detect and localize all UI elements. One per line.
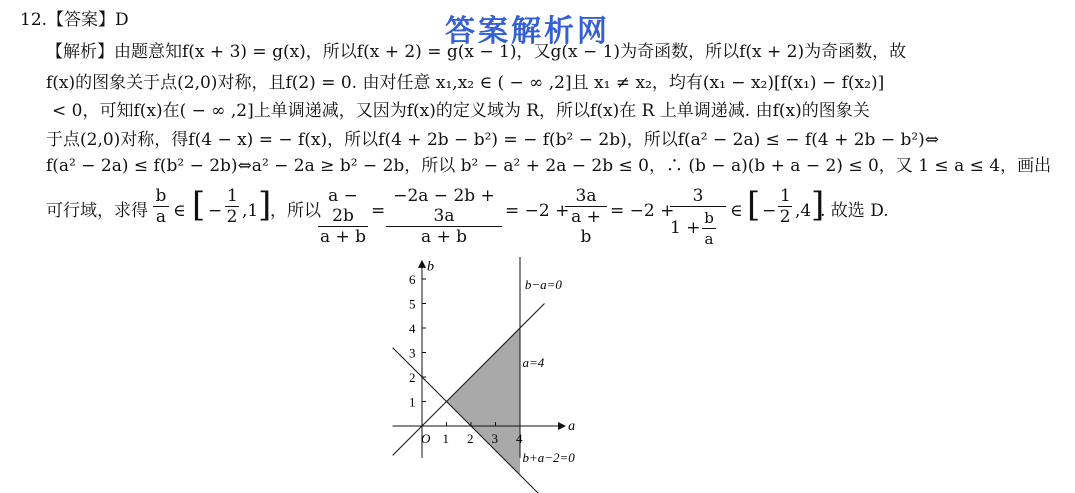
range-end: ,1	[242, 201, 259, 221]
y-tick-label: 3	[409, 345, 416, 361]
fraction-denominator: 2	[226, 207, 238, 227]
equals-sign: =	[371, 201, 386, 221]
right-bracket-2: ]	[811, 185, 825, 225]
label-a-equals-4: a=4	[522, 355, 545, 371]
solution-line-3: < 0，可知f(x)在( − ∞ ,2]上单调递减，又因为f(x)的定义域为 R，所以f(x)在 R 上单调递减. 由f(x)的图象关	[52, 101, 870, 121]
fraction-numerator: 3a	[565, 186, 607, 207]
fraction-numerator: b	[153, 186, 169, 207]
y-axis-label: b	[427, 259, 434, 275]
minus-sign: −	[208, 201, 223, 221]
solution-line-5: f(a² − 2a) ≤ f(b² − 2b)⇔a² − 2a ≥ b² − 2b，所以 b² − a² + 2a − 2b ≤ 0，∴ (b − a)(b + a − 2) ≤ 0，又 1 ≤ a ≤ 4，画出	[46, 156, 1052, 176]
fraction-numerator: 1	[227, 186, 238, 206]
answer-line: 12.【答案】D	[20, 10, 129, 30]
element-of-symbol: ∈	[173, 201, 186, 221]
left-bracket-2: [	[747, 185, 761, 225]
feasible-region	[447, 328, 521, 475]
range-end-2: ,4	[795, 201, 812, 221]
compound-denominator-prefix: 1 +	[670, 218, 701, 238]
equals-minus-two: = −2 +	[505, 201, 570, 221]
right-bracket: ]	[258, 185, 272, 225]
y-tick-label: 2	[409, 370, 416, 385]
fraction-denominator: a + b	[319, 227, 367, 247]
fraction-denominator: a + b	[571, 207, 601, 247]
minus-sign-2: −	[762, 201, 777, 221]
left-bracket: [	[192, 185, 206, 225]
fraction-numerator: −2a − 2b + 3a	[386, 186, 502, 227]
label-b-plus-a-minus-2: b+a−2=0	[522, 449, 575, 465]
fraction-numerator: b	[702, 208, 716, 229]
origin-label: O	[421, 431, 431, 446]
fraction-denominator: 2	[779, 207, 791, 227]
watermark-text: 答案解析网	[445, 14, 610, 49]
fraction-denominator: a	[155, 207, 167, 227]
solution-line-1: 【解析】由题意知f(x + 3) = g(x)，所以f(x + 2) = g(x − 1)，又g(x − 1)为奇函数，所以f(x + 2)为奇函数，故	[46, 42, 907, 62]
y-tick-label: 5	[409, 296, 416, 312]
y-tick-label: 1	[409, 394, 416, 410]
equals-minus-two-2: = −2 +	[610, 201, 675, 221]
x-tick-label: 4	[516, 431, 523, 446]
fraction-denominator: a	[704, 230, 714, 248]
fraction-denominator: a + b	[420, 227, 468, 247]
y-tick-label: 6	[409, 272, 416, 287]
conclusion-text: . 故选 D.	[820, 201, 889, 221]
y-tick-label: 4	[409, 321, 416, 336]
x-tick-label: 2	[467, 431, 474, 446]
solution-line-4: 于点(2,0)对称，得f(4 − x) = − f(x)，所以f(4 + 2b − b²) = − f(b² − 2b)，所以f(a² − 2a) ≤ − f(4 + 2b − b²)⇔	[46, 130, 940, 150]
last-line-prefix: 可行域，求得	[46, 201, 148, 221]
fraction-numerator: 1	[780, 186, 791, 206]
solution-line-2: f(x)的图象关于点(2,0)对称，且f(2) = 0. 由对任意 x₁,x₂ ∈ ( − ∞ ,2]且 x₁ ≠ x₂，均有(x₁ − x₂)[f(x₁) − f(x₂)]	[46, 73, 885, 93]
graph-group	[393, 257, 576, 493]
label-b-minus-a: b−a=0	[524, 276, 562, 292]
x-tick-label: 1	[442, 431, 449, 446]
fraction-numerator: a − 2b	[318, 186, 368, 227]
element-of-symbol-2: ∈	[730, 201, 743, 221]
x-axis-label: a	[568, 419, 576, 434]
x-tick-label: 3	[491, 431, 498, 446]
text-suoyi: ，所以	[270, 201, 321, 221]
fraction-numerator: 3	[670, 186, 726, 207]
